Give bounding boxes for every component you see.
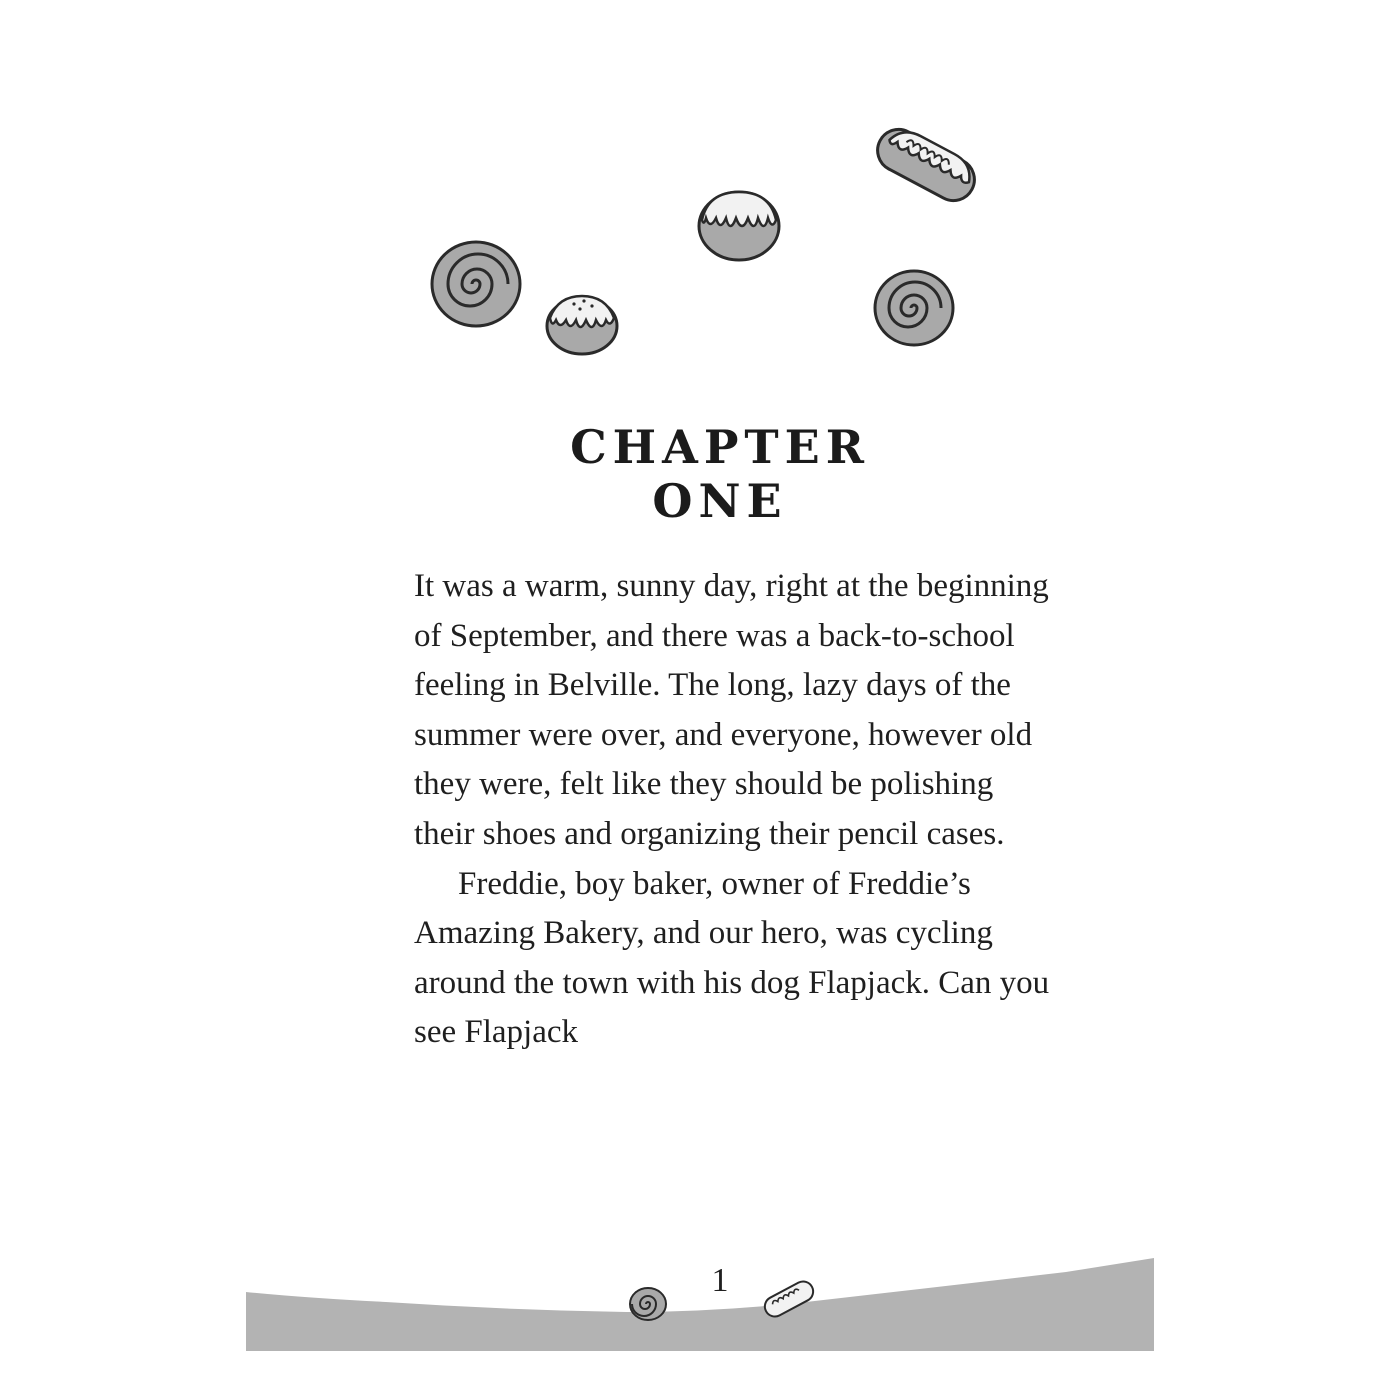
chapter-title-line2: ONE bbox=[652, 474, 788, 528]
iced-bun-icon bbox=[696, 186, 782, 262]
iced-bun-icon bbox=[544, 292, 620, 356]
eclair-icon bbox=[760, 1274, 818, 1324]
eclair-icon bbox=[868, 114, 984, 216]
page-number: 1 bbox=[711, 1262, 729, 1299]
chapter-body bbox=[414, 562, 1054, 1058]
paragraph: It was a warm, sunny day, right at the beginning of September, and there was a back-to-school feeling in Belville. The long, lazy days of the summer were over, and everyone, however old they were, felt like they should be polishing their shoes and organizing their pencil cases. bbox=[414, 568, 1049, 852]
cinnamon-roll-icon bbox=[428, 238, 524, 330]
cinnamon-roll-icon bbox=[628, 1286, 668, 1322]
chapter-title-line1: CHAPTER bbox=[570, 420, 870, 474]
paragraph: Freddie, boy baker, owner of Freddie’s Amazing Bakery, and our hero, was cycling around the town with his dog Flapjack. Can you see Flapjack bbox=[414, 865, 1050, 1051]
cinnamon-roll-icon bbox=[872, 268, 956, 348]
